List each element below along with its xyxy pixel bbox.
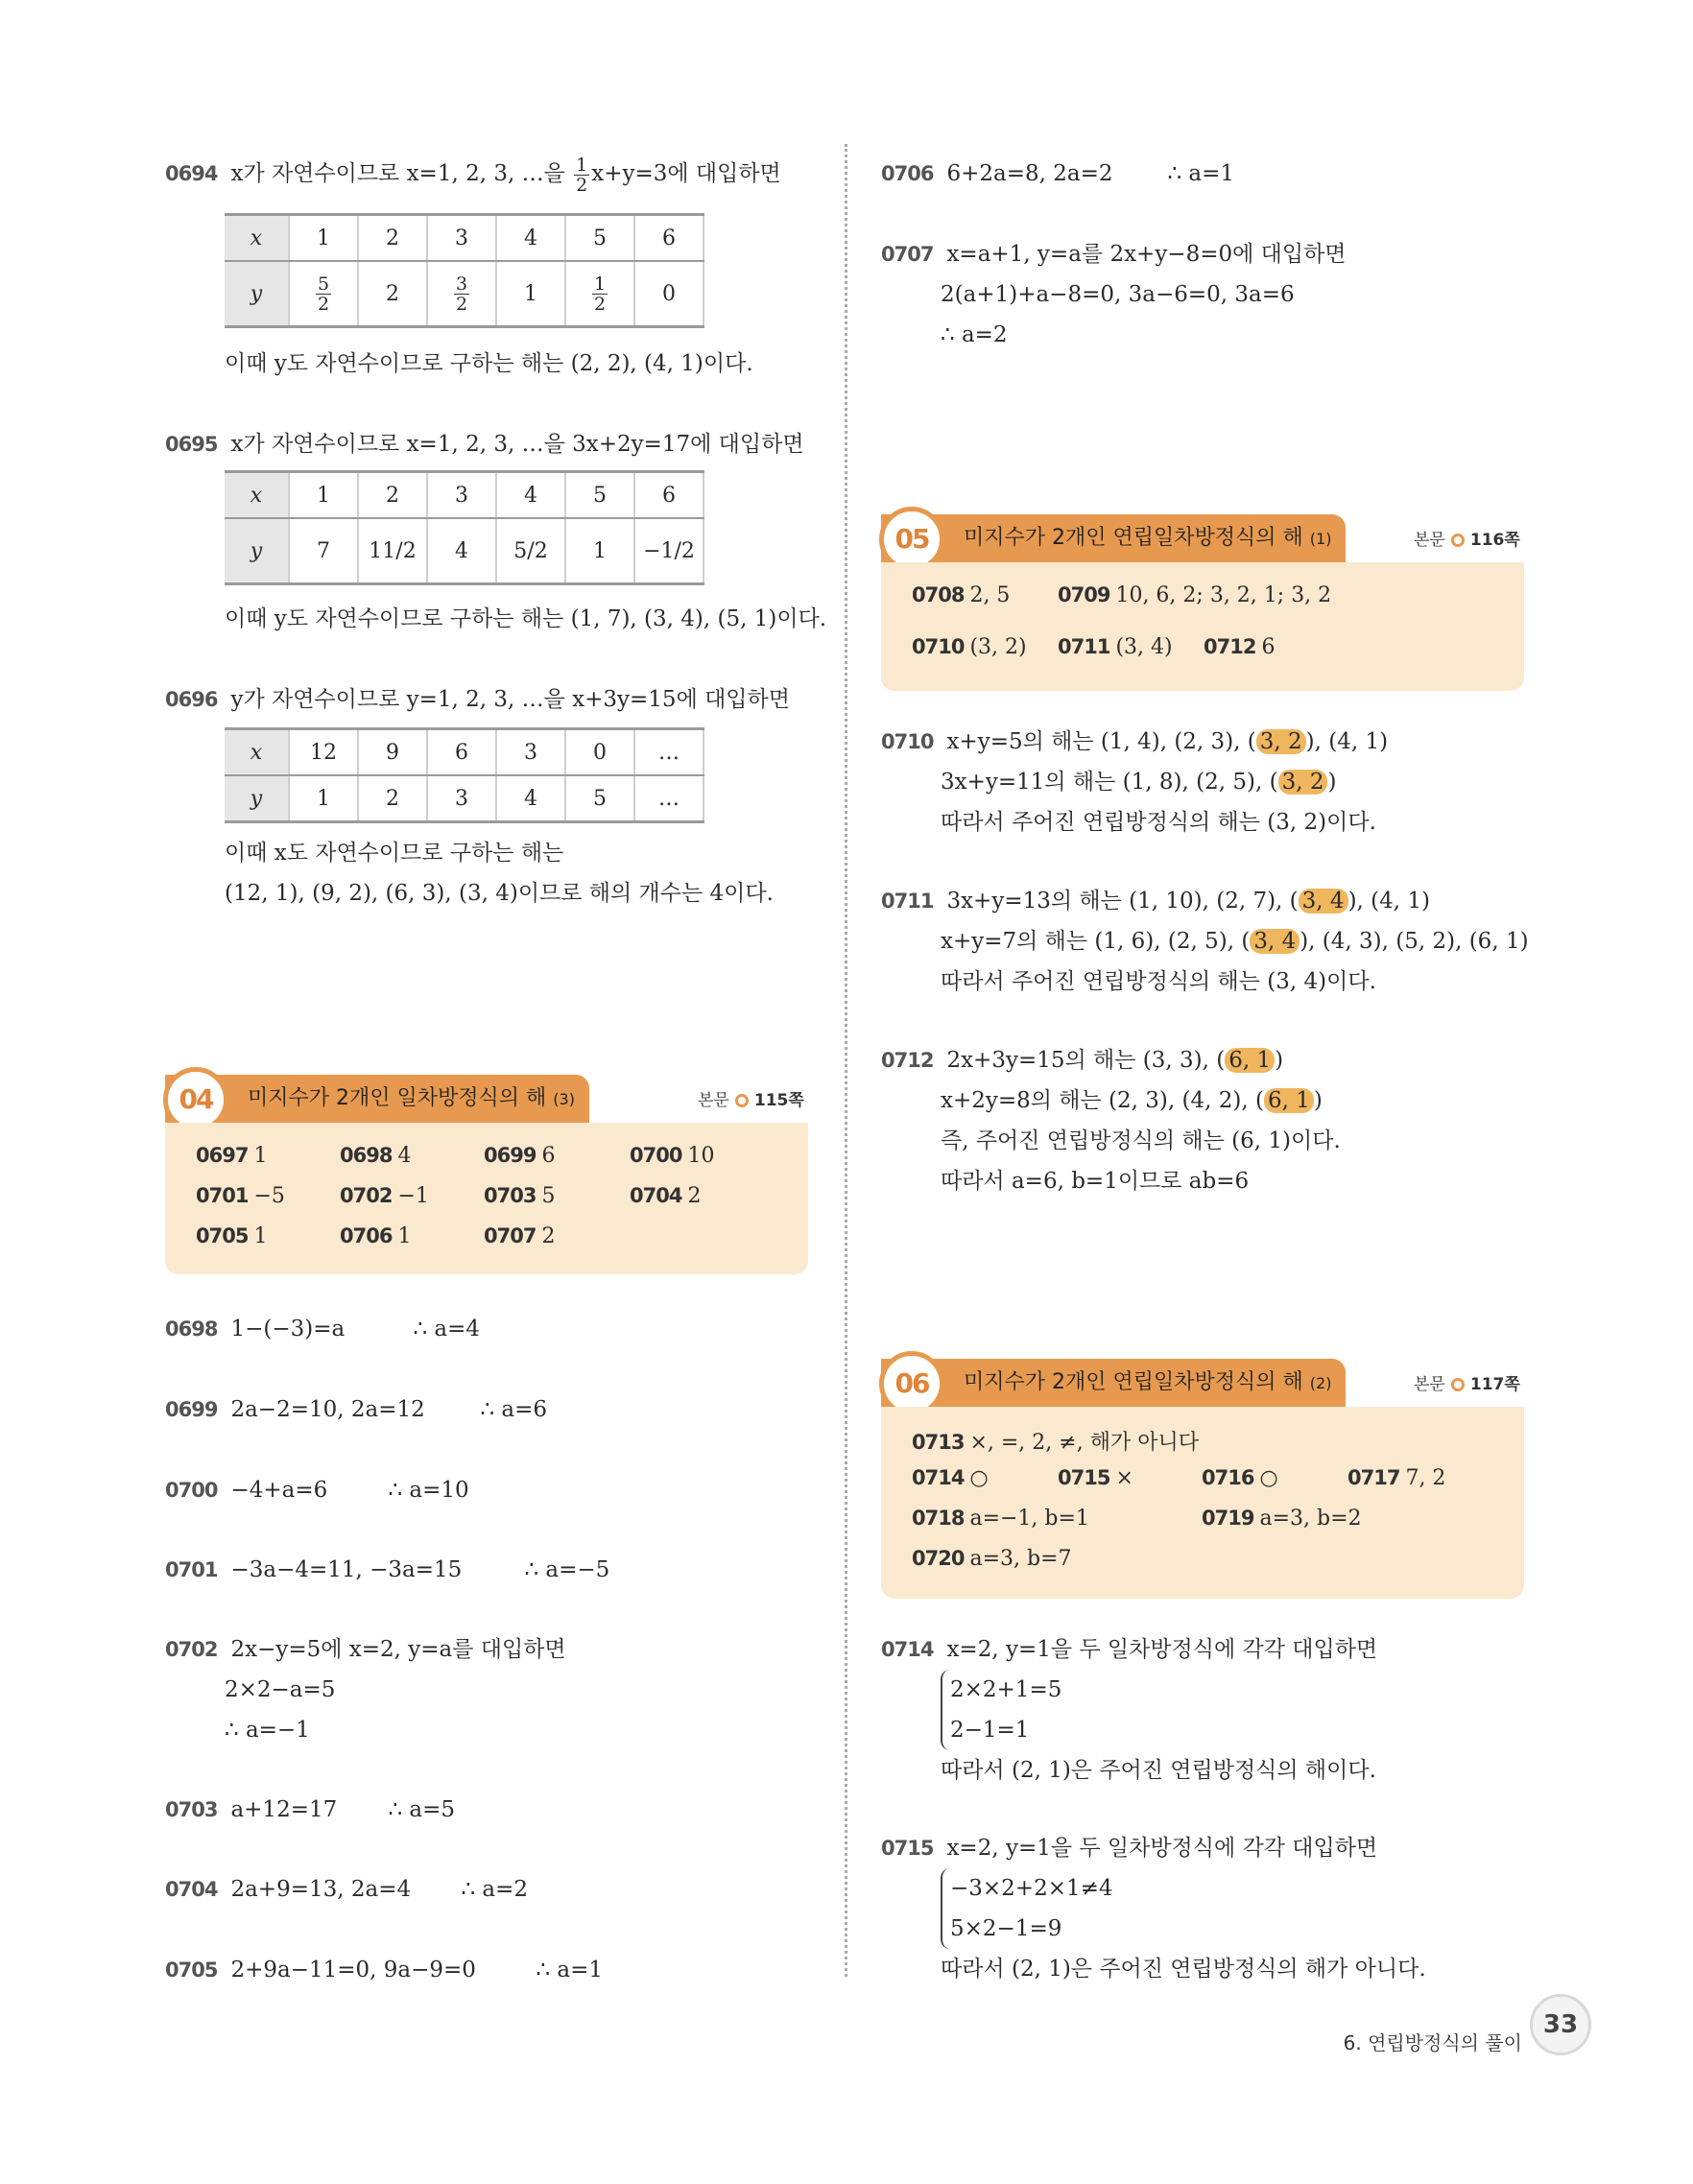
arrow-circle-icon — [735, 1094, 749, 1107]
equation-system-brace: −3×2+2×1≠4 5×2−1=9 — [941, 1868, 1113, 1949]
section-06-badge: 06 — [879, 1351, 944, 1416]
table-cell: 9 — [358, 729, 427, 776]
section-06-title: 미지수가 2개인 연립일차방정식의 해 (2) — [964, 1370, 1332, 1394]
table-cell: 5 — [565, 472, 634, 519]
table-cell: 1 — [496, 261, 565, 327]
table-cell: 4 — [496, 775, 565, 822]
highlighted-solution: 6, 1 — [1264, 1088, 1314, 1113]
table-cell: 3 — [427, 215, 496, 262]
table-cell: 5 — [565, 775, 634, 822]
problem-text: x가 자연수이므로 x=1, 2, 3, …을 3x+2y=17에 대입하면 — [230, 432, 804, 457]
table-cell: … — [634, 729, 703, 776]
table-cell: 6 — [634, 472, 703, 519]
highlighted-solution: 3, 4 — [1250, 929, 1300, 954]
highlighted-solution: 6, 1 — [1225, 1048, 1275, 1073]
problem-0696-conclusion: 이때 x도 자연수이므로 구하는 해는 (12, 1), (9, 2), (6, 3), (3, 4)이므로 해의 개수는 4이다. — [225, 841, 774, 906]
section-04-answers — [165, 1123, 808, 1274]
table-cell: 0 — [565, 729, 634, 776]
problem-0715: 0715 x=2, y=1을 두 일차방정식에 각각 대입하면 −3×2+2×1≠4 5×2−1=9 따라서 (2, 1)은 주어진 연립방정식의 해가 아니다. — [881, 1836, 1426, 1982]
answer-0711: 0711 (3, 4) — [1058, 635, 1173, 659]
problem-number: 0694 — [165, 162, 218, 185]
problem-0712: 0712 2x+3y=15의 해는 (3, 3), ( 6, 1 ) x+2y=8의 해는 (2, 3), (4, 2), ( 6, 1 ) 즉, 주어진 연립방정식의 해는 (6, 1)이다. 따라서 a=6, b=1이므로 ab=6 — [881, 1048, 1341, 1194]
section-06-answers — [881, 1407, 1524, 1599]
value-table-0695 — [225, 470, 704, 585]
table-cell: 1 — [289, 775, 358, 822]
answer-0713: 0713 ×, =, 2, ≠, 해가 아니다 — [912, 1431, 1199, 1455]
problem-0694 — [165, 154, 781, 195]
fraction: $\frac{1}{2}$ — [576, 154, 588, 196]
problem-0694-conclusion: 이때 y도 자연수이므로 구하는 해는 (2, 2), (4, 1)이다. — [225, 351, 753, 376]
problem-0711: 0711 3x+y=13의 해는 (1, 10), (2, 7), ( 3, 4 ), (4, 1) x+y=7의 해는 (1, 6), (2, 5), ( 3, 4 ), (4, 3), (5, 2), (6, 1) 따라서 주어진 연립방정식의 해는 (3, 4)이다. — [881, 889, 1529, 994]
table-cell: 12 — [289, 729, 358, 776]
answer-0718: 0718 a=−1, b=1 — [912, 1507, 1089, 1531]
table-cell: 2 — [358, 775, 427, 822]
problem-0702: 0702 2x−y=5에 x=2, y=a를 대입하면 2×2−a=5 ∴ a=−1 — [165, 1637, 566, 1743]
problem-0707: 0707 x=a+1, y=a를 2x+y−8=0에 대입하면 2(a+1)+a−8=0, 3a−6=0, 3a=6 ∴ a=2 — [881, 242, 1347, 347]
section-06-reference: 본문 117쪽 — [1414, 1375, 1520, 1394]
section-05-reference: 본문 116쪽 — [1414, 531, 1520, 550]
problem-0710: 0710 x+y=5의 해는 (1, 4), (2, 3), ( 3, 2 ), (4, 1) 3x+y=11의 해는 (1, 8), (2, 5), ( 3, 2 ) 따라서 주어진 연립방정식의 해는 (3, 2)이다. — [881, 729, 1389, 835]
table-header-x: x — [225, 729, 289, 776]
chapter-footer: 6. 연립방정식의 풀이 — [1343, 2031, 1522, 2054]
table-cell: 2 — [358, 261, 427, 327]
answer-0709: 0709 10, 6, 2; 3, 2, 1; 3, 2 — [1058, 583, 1332, 607]
answer-0703: 0703 5 — [484, 1184, 556, 1208]
problem-text: x가 자연수이므로 x=1, 2, 3, …을 — [230, 161, 573, 186]
highlighted-solution: 3, 2 — [1256, 729, 1306, 754]
table-cell: 2 — [358, 215, 427, 262]
section-06-header — [881, 1359, 1346, 1407]
section-04-reference: 본문 115쪽 — [698, 1091, 804, 1110]
answer-0698: 0698 4 — [340, 1144, 412, 1168]
table-header-x: x — [225, 215, 289, 262]
answer-0715: 0715 × — [1058, 1466, 1133, 1490]
table-cell: 5 — [565, 215, 634, 262]
section-04-title: 미지수가 2개인 일차방정식의 해 (3) — [248, 1086, 575, 1110]
equation-system-brace: 2×2+1=5 2−1=1 — [941, 1670, 1061, 1750]
answer-0712: 0712 6 — [1204, 635, 1276, 659]
table-cell: 5/2 — [496, 518, 565, 584]
table-cell: 11/2 — [358, 518, 427, 584]
answer-0708: 0708 2, 5 — [912, 583, 1011, 607]
table-cell: 7 — [289, 518, 358, 584]
table-cell: 4 — [496, 215, 565, 262]
answer-0707: 0707 2 — [484, 1224, 556, 1248]
problem-0701: 0701 −3a−4=11, −3a=15 ∴ a=−5 — [165, 1557, 610, 1582]
answer-0710: 0710 (3, 2) — [912, 635, 1027, 659]
table-cell: $\frac{5}{2}$ — [289, 261, 358, 327]
highlighted-solution: 3, 2 — [1278, 770, 1328, 795]
answer-0704: 0704 2 — [630, 1184, 702, 1208]
problem-0699: 0699 2a−2=10, 2a=12 ∴ a=6 — [165, 1397, 548, 1422]
value-table-0694 — [225, 213, 704, 328]
table-cell: 6 — [634, 215, 703, 262]
answer-0716: 0716 ○ — [1202, 1466, 1278, 1490]
answer-0702: 0702 −1 — [340, 1184, 429, 1208]
table-header-x: x — [225, 472, 289, 519]
table-cell: 2 — [358, 472, 427, 519]
table-cell: $\frac{1}{2}$ — [565, 261, 634, 327]
problem-0695 — [165, 424, 804, 464]
answer-0714: 0714 ○ — [912, 1466, 989, 1490]
problem-text: x+y=3에 대입하면 — [591, 161, 781, 186]
table-cell: $\frac{3}{2}$ — [427, 261, 496, 327]
problem-0703: 0703 a+12=17 ∴ a=5 — [165, 1797, 456, 1822]
problem-0704: 0704 2a+9=13, 2a=4 ∴ a=2 — [165, 1877, 529, 1902]
table-cell: 3 — [427, 775, 496, 822]
problem-0705: 0705 2+9a−11=0, 9a−9=0 ∴ a=1 — [165, 1958, 604, 1982]
table-cell: … — [634, 775, 703, 822]
answer-0717: 0717 7, 2 — [1347, 1466, 1446, 1490]
section-05-answers — [881, 562, 1524, 691]
table-header-y: y — [225, 261, 289, 327]
table-cell: 4 — [427, 518, 496, 584]
problem-text: y가 자연수이므로 y=1, 2, 3, …을 x+3y=15에 대입하면 — [230, 687, 790, 712]
answer-0700: 0700 10 — [630, 1144, 715, 1168]
table-cell: 3 — [496, 729, 565, 776]
section-05-title: 미지수가 2개인 연립일차방정식의 해 (1) — [964, 526, 1332, 550]
answer-0701: 0701 −5 — [196, 1184, 285, 1208]
problem-0696 — [165, 679, 790, 720]
answer-0706: 0706 1 — [340, 1224, 412, 1248]
highlighted-solution: 3, 4 — [1299, 889, 1348, 914]
section-04-badge: 04 — [163, 1067, 228, 1132]
table-header-y: y — [225, 775, 289, 822]
value-table-0696 — [225, 727, 704, 823]
table-cell: 4 — [496, 472, 565, 519]
column-divider — [845, 144, 847, 1977]
answer-0705: 0705 1 — [196, 1224, 268, 1248]
arrow-circle-icon — [1451, 534, 1465, 547]
section-05-header — [881, 514, 1346, 562]
table-header-y: y — [225, 518, 289, 584]
section-04-header — [165, 1075, 589, 1123]
table-cell: 1 — [289, 215, 358, 262]
page-number: 33 — [1530, 1994, 1591, 2055]
answer-0697: 0697 1 — [196, 1144, 268, 1168]
answer-0699: 0699 6 — [484, 1144, 556, 1168]
problem-0695-conclusion: 이때 y도 자연수이므로 구하는 해는 (1, 7), (3, 4), (5, 1)이다. — [225, 606, 827, 631]
table-cell: 0 — [634, 261, 703, 327]
problem-0698: 0698 1−(−3)=a ∴ a=4 — [165, 1317, 481, 1341]
problem-number: 0695 — [165, 433, 218, 456]
table-cell: 3 — [427, 472, 496, 519]
table-cell: 6 — [427, 729, 496, 776]
answer-0720: 0720 a=3, b=7 — [912, 1547, 1072, 1571]
table-cell: 1 — [289, 472, 358, 519]
problem-number: 0696 — [165, 688, 218, 711]
arrow-circle-icon — [1451, 1378, 1465, 1391]
problem-0714: 0714 x=2, y=1을 두 일차방정식에 각각 대입하면 2×2+1=5 2−1=1 따라서 (2, 1)은 주어진 연립방정식의 해이다. — [881, 1637, 1378, 1783]
table-cell: 1 — [565, 518, 634, 584]
problem-0706: 0706 6+2a=8, 2a=2 ∴ a=1 — [881, 161, 1235, 186]
problem-0700: 0700 −4+a=6 ∴ a=10 — [165, 1478, 469, 1503]
answer-0719: 0719 a=3, b=2 — [1202, 1507, 1362, 1531]
section-05-badge: 05 — [879, 507, 944, 572]
table-cell: −1/2 — [634, 518, 703, 584]
